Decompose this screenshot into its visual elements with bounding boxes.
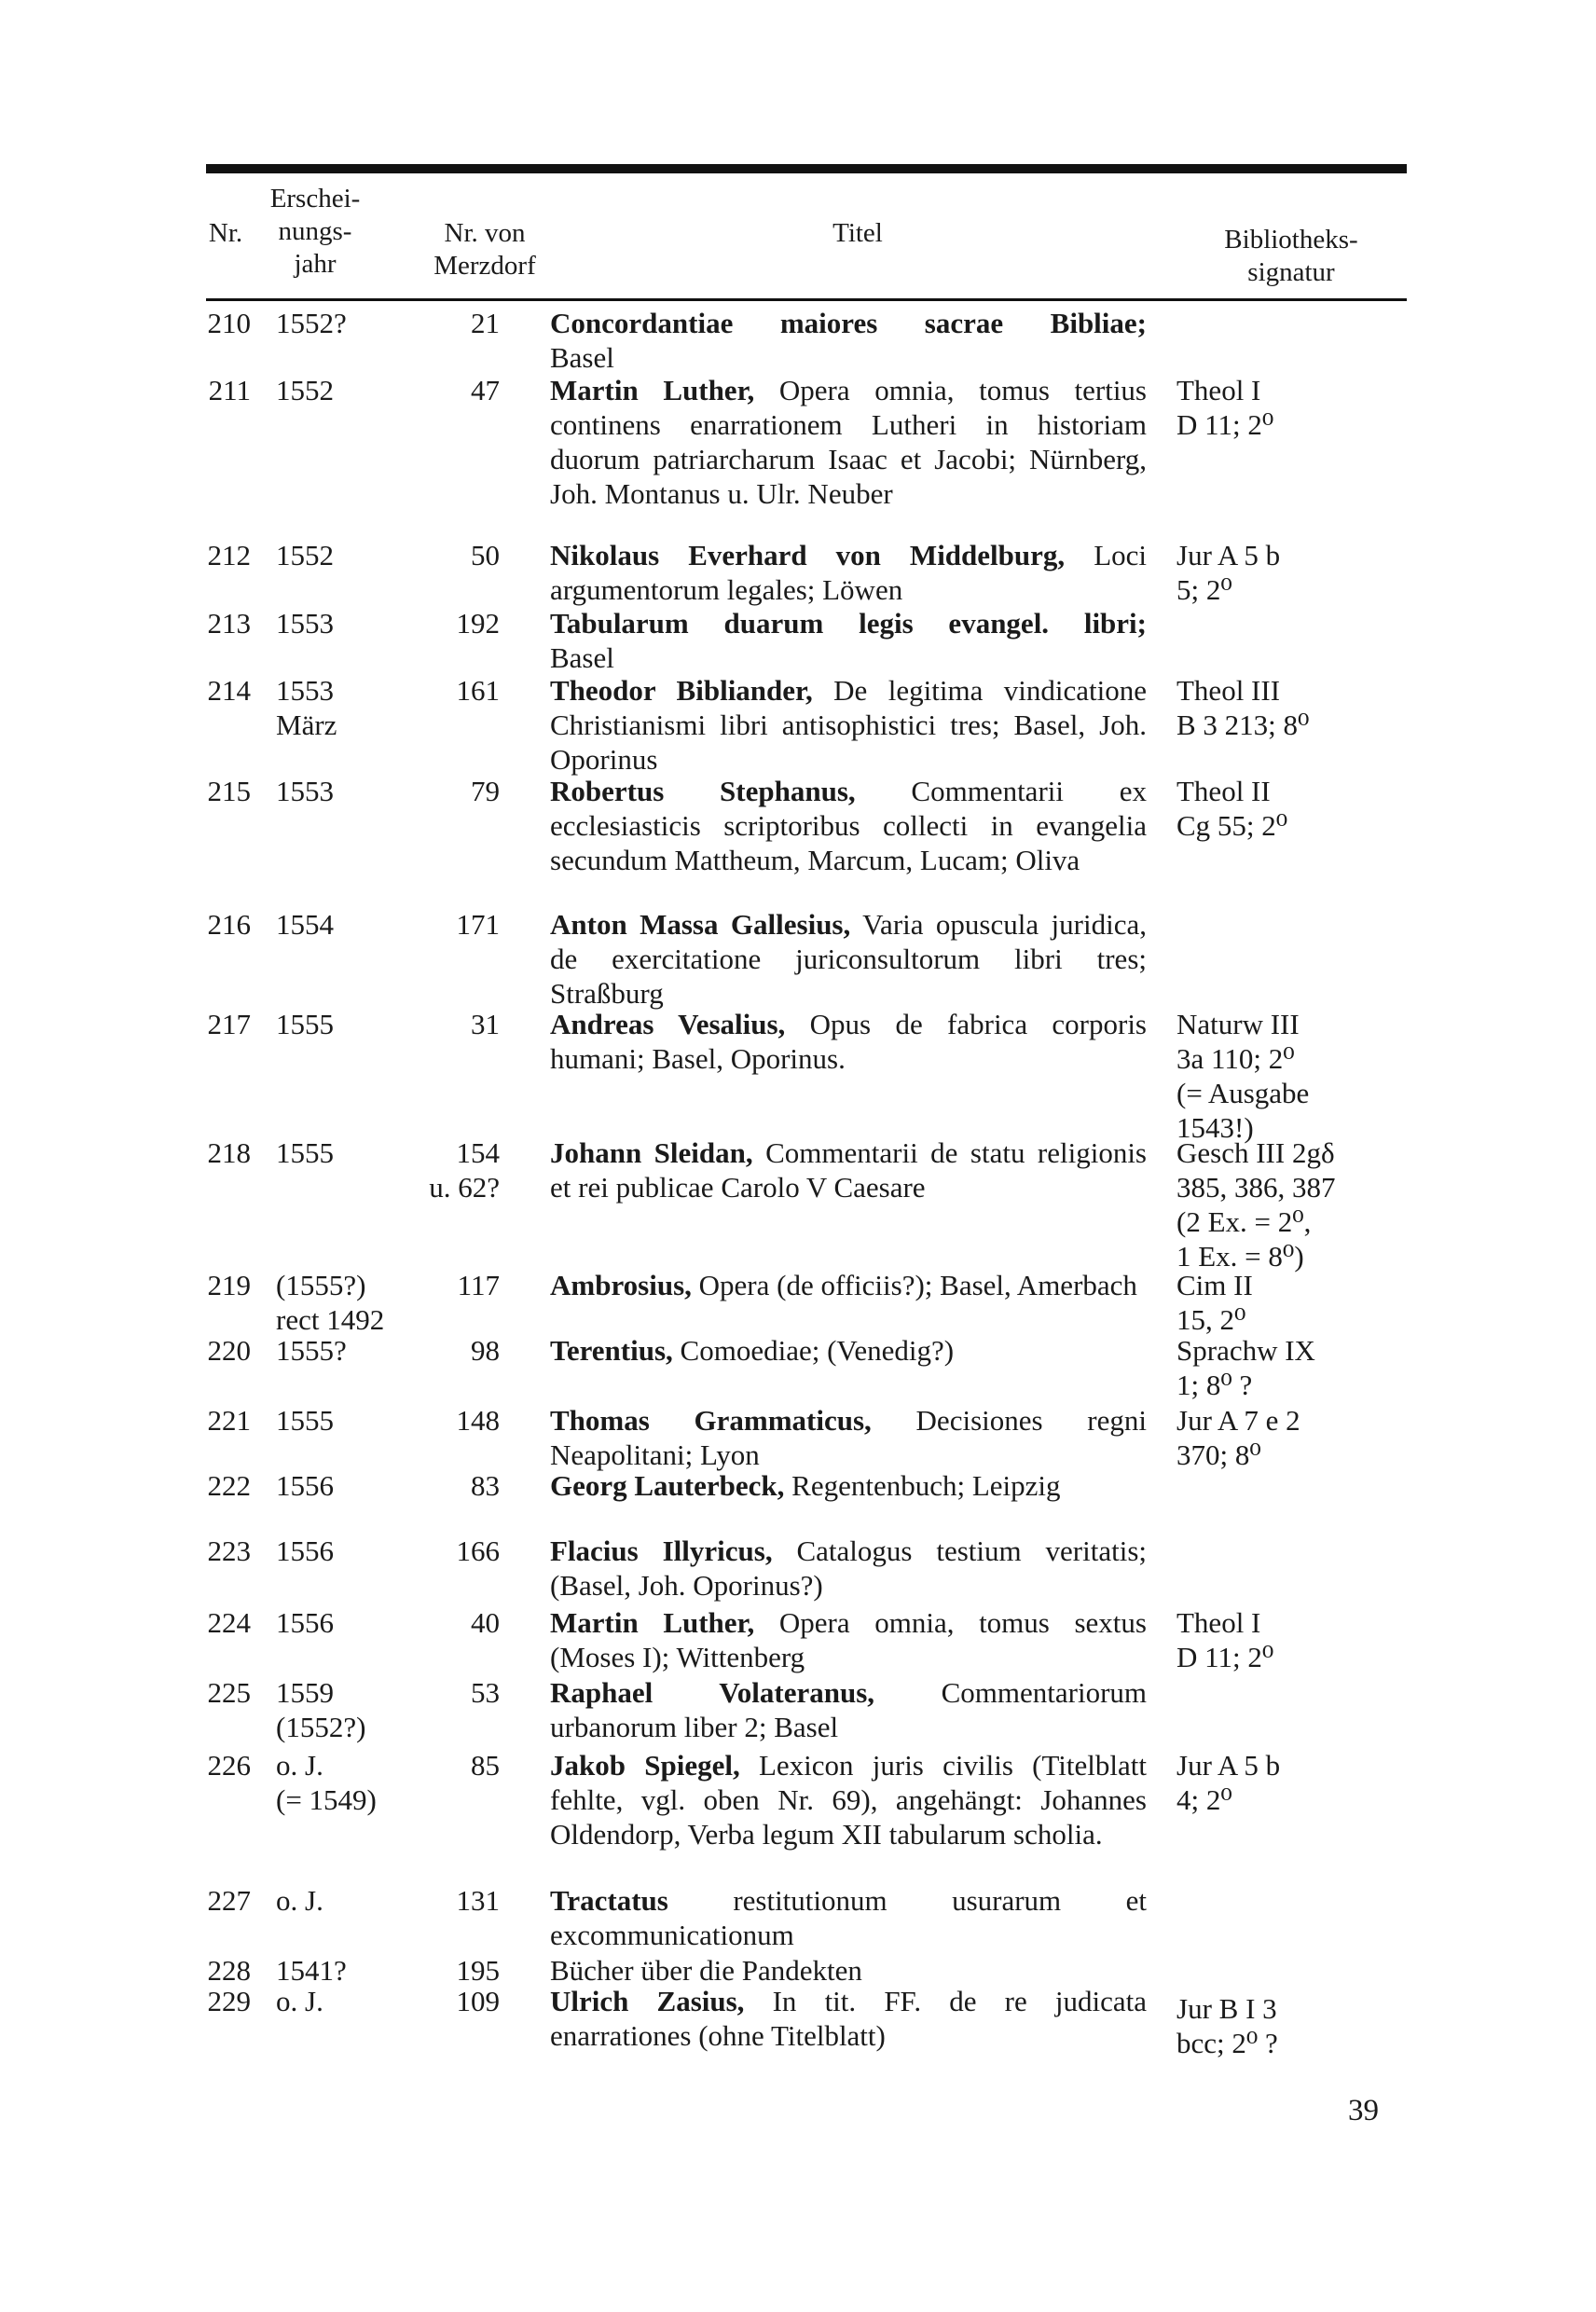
row-titel: Thomas Grammaticus, Decisiones regni Neapolitani; Lyon xyxy=(550,1404,1147,1471)
row-jahr: (1555?) rect 1492 xyxy=(276,1269,385,1336)
row-signatur: Theol I D 11; 2⁰ xyxy=(1176,374,1274,441)
row-merzdorf: 109 xyxy=(456,1985,500,2017)
row-titel-bold: Thomas Grammaticus, xyxy=(550,1404,872,1437)
row-jahr: 1555 xyxy=(276,1008,334,1040)
row-titel: Johann Sleidan, Commentarii de statu religionis et rei publicae Carolo V Caesare xyxy=(550,1136,1148,1204)
row-merzdorf: 53 xyxy=(471,1676,500,1709)
row-titel-bold: Tractatus xyxy=(550,1884,668,1917)
row-jahr: 1552? xyxy=(276,307,347,339)
row-titel: Tabularum duarum legis evangel. libri; Basel xyxy=(550,607,1147,674)
row-jahr: o. J. (= 1549) xyxy=(276,1749,377,1816)
row-titel-bold: Georg Lauterbeck, xyxy=(550,1469,785,1502)
row-merzdorf: 166 xyxy=(456,1534,500,1567)
row-jahr: 1556 xyxy=(276,1606,334,1639)
row-titel: Ambrosius, Opera (de officiis?); Basel, Amerbach xyxy=(550,1269,1137,1301)
row-merzdorf: 98 xyxy=(471,1334,500,1367)
row-titel: Robertus Stephanus, Commentarii ex ecclesiasticis scriptoribus collecti in evangelia secundum Mattheum, Marcum, Lucam; Oliva xyxy=(550,775,1148,876)
row-nr: 213 xyxy=(207,607,251,640)
row-signatur: Jur B I 3 bcc; 2⁰ ? xyxy=(1176,1992,1278,2059)
row-titel: Terentius, Comoediae; (Venedig?) xyxy=(550,1334,955,1367)
row-nr: 214 xyxy=(207,674,251,707)
row-nr: 215 xyxy=(207,775,251,807)
row-titel-bold: Tabularum duarum legis evangel. libri; xyxy=(550,607,1147,640)
row-jahr: 1552 xyxy=(276,539,334,571)
row-nr: 228 xyxy=(207,1954,251,1987)
row-merzdorf: 195 xyxy=(456,1954,500,1987)
row-titel-bold: Nikolaus Everhard von Middelburg, xyxy=(550,539,1066,571)
row-nr: 218 xyxy=(207,1136,251,1169)
row-titel: Theodor Bibliander, De legitima vindicatione Christianismi libri antisophistici tres; Basel, Joh. Oporinus xyxy=(550,674,1147,776)
row-nr: 216 xyxy=(207,908,251,941)
row-titel: Martin Luther, Opera omnia, tomus tertius continens enarrationem Lutheri in historiam duorum patriarcharum Isaac et Jacobi; Nürnberg, Joh. Montanus u. Ulr. Neuber xyxy=(550,374,1147,510)
row-signatur: Jur A 7 e 2 370; 8⁰ xyxy=(1176,1404,1300,1471)
row-titel: Tractatus restitutionum usurarum et excommunicationum xyxy=(550,1884,1147,1951)
row-titel-bold: Concordantiae maiores sacrae Bibliae; xyxy=(550,307,1147,339)
row-nr: 227 xyxy=(207,1884,251,1917)
row-signatur: Theol II Cg 55; 2⁰ xyxy=(1176,775,1288,842)
row-nr: 222 xyxy=(207,1469,251,1502)
row-titel-bold: Flacius Illyricus, xyxy=(550,1534,773,1567)
row-jahr: 1553 xyxy=(276,607,334,640)
table-header-rule xyxy=(206,298,1407,301)
row-titel-bold: Terentius, xyxy=(550,1334,673,1367)
row-titel-bold: Ulrich Zasius, xyxy=(550,1985,745,2017)
header-erscheinungsjahr: Erschei- nungs- jahr xyxy=(269,184,361,279)
row-titel-bold: Jakob Spiegel, xyxy=(550,1749,740,1782)
row-titel: Ulrich Zasius, In tit. FF. de re judicata enarrationes (ohne Titelblatt) xyxy=(550,1985,1147,2052)
row-merzdorf: 85 xyxy=(471,1749,500,1782)
row-titel-bold: Robertus Stephanus, xyxy=(550,775,856,807)
row-signatur: Cim II 15, 2⁰ xyxy=(1176,1269,1253,1336)
row-signatur: Sprachw IX 1; 8⁰ ? xyxy=(1176,1334,1315,1401)
row-titel: Bücher über die Pandekten xyxy=(550,1954,862,1987)
row-jahr: 1541? xyxy=(276,1954,347,1987)
row-titel: Martin Luther, Opera omnia, tomus sextus (Moses I); Wittenberg xyxy=(550,1606,1147,1673)
row-titel-bold: Raphael Volateranus, xyxy=(550,1676,875,1709)
row-titel-bold: Andreas Vesalius, xyxy=(550,1008,786,1040)
row-titel-bold: Martin Luther, xyxy=(550,374,755,406)
header-nr: Nr. xyxy=(208,218,243,248)
row-merzdorf: 79 xyxy=(471,775,500,807)
row-nr: 223 xyxy=(207,1534,251,1567)
row-nr: 226 xyxy=(207,1749,251,1782)
row-titel-bold: Martin Luther, xyxy=(550,1606,755,1639)
row-nr: 229 xyxy=(207,1985,251,2017)
header-titel: Titel xyxy=(832,218,883,248)
row-titel-bold: Johann Sleidan, xyxy=(550,1136,753,1169)
row-merzdorf: 21 xyxy=(471,307,500,339)
row-jahr: 1553 xyxy=(276,775,334,807)
row-nr: 219 xyxy=(207,1269,251,1301)
row-titel: Jakob Spiegel, Lexicon juris civilis (Titelblatt fehlte, vgl. oben Nr. 69), angehängt: Johannes Oldendorp, Verba legum XII tabularum scholia. xyxy=(550,1749,1147,1851)
row-merzdorf: 131 xyxy=(456,1884,500,1917)
row-signatur: Jur A 5 b 5; 2⁰ xyxy=(1176,539,1281,606)
row-titel: Nikolaus Everhard von Middelburg, Loci argumentorum legales; Löwen xyxy=(550,539,1147,606)
row-jahr: 1555 xyxy=(276,1404,334,1437)
row-jahr: 1552 xyxy=(276,374,334,406)
row-nr: 225 xyxy=(207,1676,251,1709)
row-titel-bold: Anton Massa Gallesius, xyxy=(550,908,851,941)
row-merzdorf: 50 xyxy=(471,539,500,571)
row-signatur: Gesch III 2gδ 385, 386, 387 (2 Ex. = 2⁰, 1 Ex. = 8⁰) xyxy=(1176,1136,1336,1273)
row-merzdorf: 154 u. 62? xyxy=(429,1136,500,1204)
row-nr: 212 xyxy=(207,539,251,571)
row-titel: Flacius Illyricus, Catalogus testium veritatis; (Basel, Joh. Oporinus?) xyxy=(550,1534,1147,1602)
row-signatur: Naturw III 3a 110; 2⁰ (= Ausgabe 1543!) xyxy=(1176,1008,1310,1144)
row-merzdorf: 83 xyxy=(471,1469,500,1502)
row-merzdorf: 31 xyxy=(471,1008,500,1040)
row-nr: 210 xyxy=(207,307,251,339)
row-jahr: 1556 xyxy=(276,1469,334,1502)
row-titel: Andreas Vesalius, Opus de fabrica corporis humani; Basel, Oporinus. xyxy=(550,1008,1147,1075)
row-titel-bold: Theodor Bibliander, xyxy=(550,674,813,707)
row-nr: 220 xyxy=(207,1334,251,1367)
row-jahr: 1554 xyxy=(276,908,334,941)
page-number: 39 xyxy=(1348,2094,1379,2127)
row-nr: 224 xyxy=(207,1606,251,1639)
row-titel-bold: Ambrosius, xyxy=(550,1269,692,1301)
row-titel: Anton Massa Gallesius, Varia opuscula juridica, de exercitatione juriconsultorum libri tres; Straßburg xyxy=(550,908,1147,1010)
row-signatur: Jur A 5 b 4; 2⁰ xyxy=(1176,1749,1281,1816)
row-jahr: 1555 xyxy=(276,1136,334,1169)
row-nr: 221 xyxy=(207,1404,251,1437)
header-signatur: Bibliotheks- signatur xyxy=(1224,225,1358,287)
row-merzdorf: 161 xyxy=(456,674,500,707)
row-merzdorf: 192 xyxy=(456,607,500,640)
row-signatur: Theol III B 3 213; 8⁰ xyxy=(1176,674,1310,741)
row-titel: Concordantiae maiores sacrae Bibliae; Basel xyxy=(550,307,1147,374)
row-merzdorf: 40 xyxy=(471,1606,500,1639)
row-merzdorf: 148 xyxy=(456,1404,500,1437)
row-signatur: Theol I D 11; 2⁰ xyxy=(1176,1606,1274,1673)
row-merzdorf: 47 xyxy=(471,374,500,406)
row-jahr: 1553 März xyxy=(276,674,337,741)
row-nr: 211 xyxy=(208,374,251,406)
row-jahr: o. J. xyxy=(276,1985,323,2017)
row-merzdorf: 171 xyxy=(456,908,500,941)
header-merzdorf: Nr. von Merzdorf xyxy=(433,218,536,281)
row-jahr: 1559 (1552?) xyxy=(276,1676,366,1743)
row-titel: Georg Lauterbeck, Regentenbuch; Leipzig xyxy=(550,1469,1061,1502)
row-jahr: 1555? xyxy=(276,1334,347,1367)
row-merzdorf: 117 xyxy=(457,1269,500,1301)
row-jahr: o. J. xyxy=(276,1884,323,1917)
row-titel: Raphael Volateranus, Commentariorum urbanorum liber 2; Basel xyxy=(550,1676,1147,1743)
row-nr: 217 xyxy=(207,1008,251,1040)
row-jahr: 1556 xyxy=(276,1534,334,1567)
table-top-rule xyxy=(206,164,1407,173)
